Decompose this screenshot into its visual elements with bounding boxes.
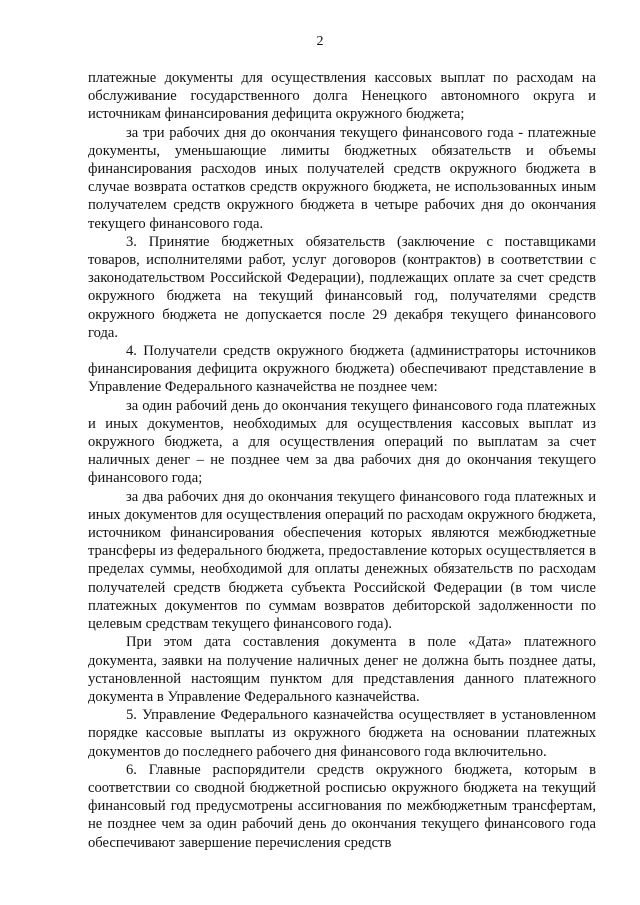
paragraph-item-3: 3. Принятие бюджетных обязательств (заключение с поставщиками товаров, исполнителями работ, услуг договоров (контрактов) в соответствии с законодательством Российской Федерации), подлежащих оплате за счет средств окружного бюджета на текущий финансовый год, получателями средств окружного бюджета не допускается после 29 декабря текущего финансового года. (88, 233, 596, 341)
paragraph-debt-payments: платежные документы для осуществления кассовых выплат по расходам на обслуживание государственного долга Ненецкого автономного округа и источникам финансирования дефицита окружного бюджета; (88, 70, 596, 123)
document-body (88, 69, 596, 852)
paragraph-item-4: 4. Получатели средств окружного бюджета (администраторы источников финансирования дефицита окружного бюджета) обеспечивают представление в Управление Федерального казначейства не позднее чем: (88, 343, 596, 396)
paragraph-three-days: за три рабочих дня до окончания текущего финансового года - платежные документы, уменьшающие лимиты бюджетных обязательств и объемы финансирования расходов иных получателей средств окружного бюджета в случае возврата остатков средств окружного бюджета, не использованных иным получателем средств окружного бюджета в четыре рабочих дня до окончания текущего финансового года. (88, 124, 596, 232)
paragraph-two-days: за два рабочих дня до окончания текущего финансового года платежных и иных документов для осуществления операций по расходам окружного бюджета, источником финансирования обеспечения которых являются межбюджетные трансферы из федерального бюджета, предоставление которых осуществляется в пределах суммы, необходимой для оплаты денежных обязательств по расходам получателей средств бюджета субъекта Российской Федерации (в том числе платежных документов по суммам возвратов дебиторской задолженности по целевым средствам текущего финансового года). (88, 488, 596, 633)
paragraph-item-5: 5. Управление Федерального казначейства осуществляет в установленном порядке кассовые выплаты из окружного бюджета на основании платежных документов до последнего рабочего дня финансового года включительно. (88, 707, 596, 760)
paragraph-item-6: 6. Главные распорядители средств окружного бюджета, которым в соответствии со сводной бюджетной росписью окружного бюджета на текущий финансовый год предусмотрены ассигнования по межбюджетным трансфертам, не позднее чем за один рабочий день до окончания текущего финансового года обеспечивают завершение перечисления средств (88, 761, 596, 851)
paragraph-date-field: При этом дата составления документа в поле «Дата» платежного документа, заявки на получение наличных денег не должна быть позднее даты, установленной настоящим пунктом для представления данного платежного документа в Управление Федерального казначейства. (88, 634, 596, 705)
paragraph-one-day: за один рабочий день до окончания текущего финансового года платежных и иных документов, необходимых для осуществления кассовых выплат из окружного бюджета, а для осуществления операций по выплатам за счет наличных денег – не позднее чем за два рабочих дня до окончания текущего финансового года; (88, 397, 596, 487)
page-number: 2 (316, 34, 324, 49)
